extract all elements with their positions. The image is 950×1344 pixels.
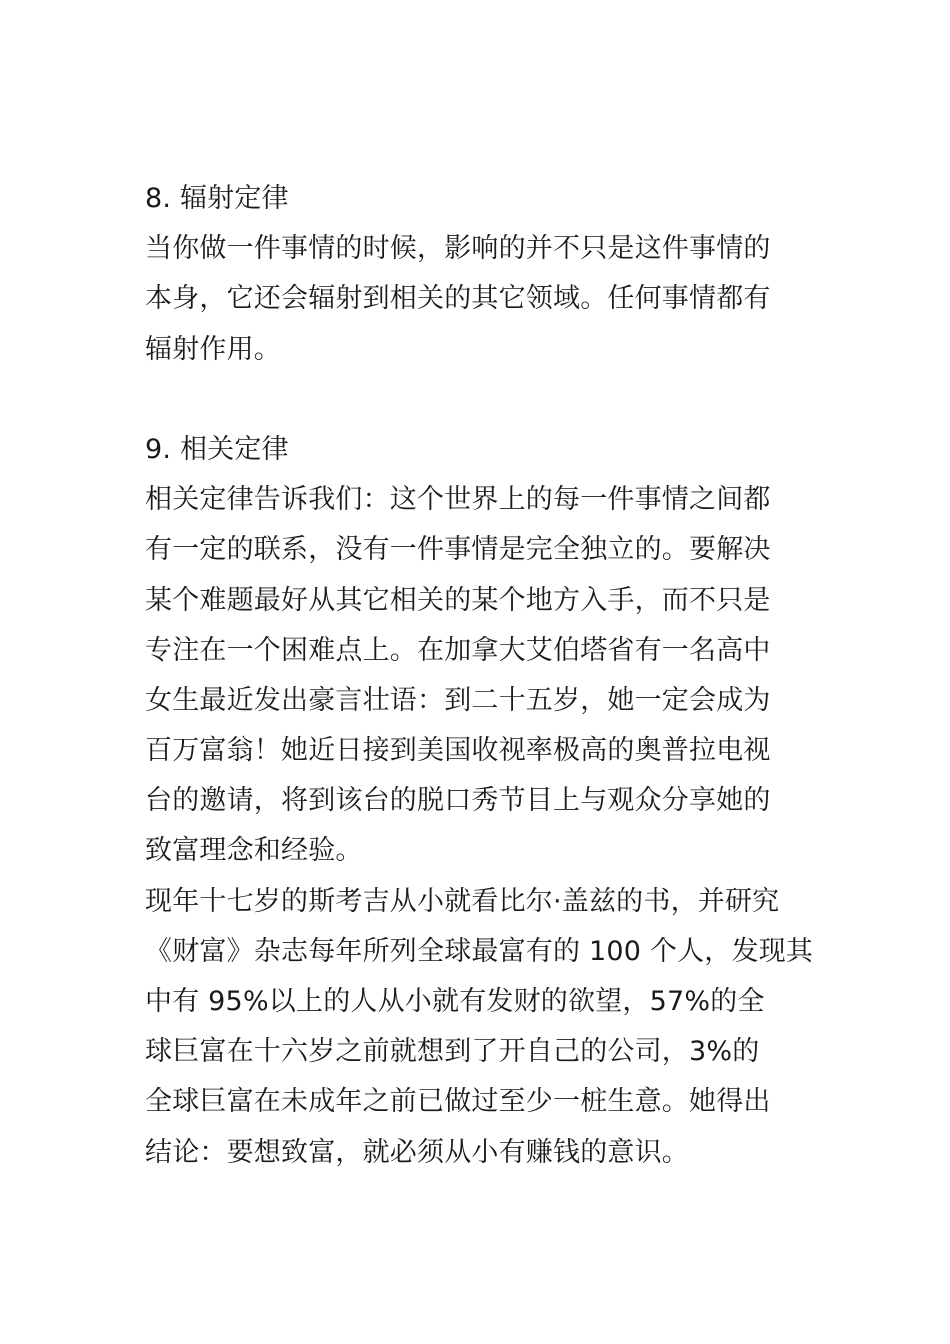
section-8-text-line: 本身，它还会辐射到相关的其它领域。任何事情都有 bbox=[145, 283, 771, 315]
section-9-text-line: 百万富翁！她近日接到美国收视率极高的奥普拉电视 bbox=[145, 735, 771, 767]
section-8-text-line: 当你做一件事情的时候，影响的并不只是这件事情的 bbox=[145, 233, 771, 265]
section-8-text-line: 辐射作用。 bbox=[145, 333, 281, 365]
section-9-text-line: 某个难题最好从其它相关的某个地方入手，而不只是 bbox=[145, 584, 771, 616]
document-page bbox=[145, 174, 814, 1178]
section-9-paragraph2-line: 全球巨富在未成年之前已做过至少一桩生意。她得出 bbox=[145, 1086, 771, 1118]
section-9-paragraph2-line: 现年十七岁的斯考吉从小就看比尔·盖兹的书，并研究 bbox=[145, 885, 780, 917]
section-9-text-line: 台的邀请，将到该台的脱口秀节目上与观众分享她的 bbox=[145, 785, 771, 817]
section-9-paragraph2-line: 球巨富在十六岁之前就想到了开自己的公司，3%的 bbox=[145, 1036, 760, 1068]
section-9-paragraph2-line: 《财富》杂志每年所列全球最富有的 100 个人，发现其 bbox=[145, 935, 814, 967]
section-9-text-line: 有一定的联系，没有一件事情是完全独立的。要解决 bbox=[145, 534, 771, 566]
section-9-text-line: 专注在一个困难点上。在加拿大艾伯塔省有一名高中 bbox=[145, 634, 771, 666]
section-9-paragraph2-line: 中有 95%以上的人从小就有发财的欲望，57%的全 bbox=[145, 986, 765, 1017]
section-9-paragraph2-line: 结论：要想致富，就必须从小有赚钱的意识。 bbox=[145, 1136, 689, 1168]
section-9-heading: 9. 相关定律 bbox=[145, 433, 289, 465]
paragraph-spacer bbox=[145, 375, 810, 425]
section-9-text-line: 相关定律告诉我们：这个世界上的每一件事情之间都 bbox=[145, 484, 771, 516]
section-8-heading: 8. 辐射定律 bbox=[145, 183, 289, 214]
section-9-text-line: 女生最近发出豪言壮语：到二十五岁，她一定会成为 bbox=[145, 684, 771, 716]
section-9-text-line: 致富理念和经验。 bbox=[145, 835, 363, 867]
